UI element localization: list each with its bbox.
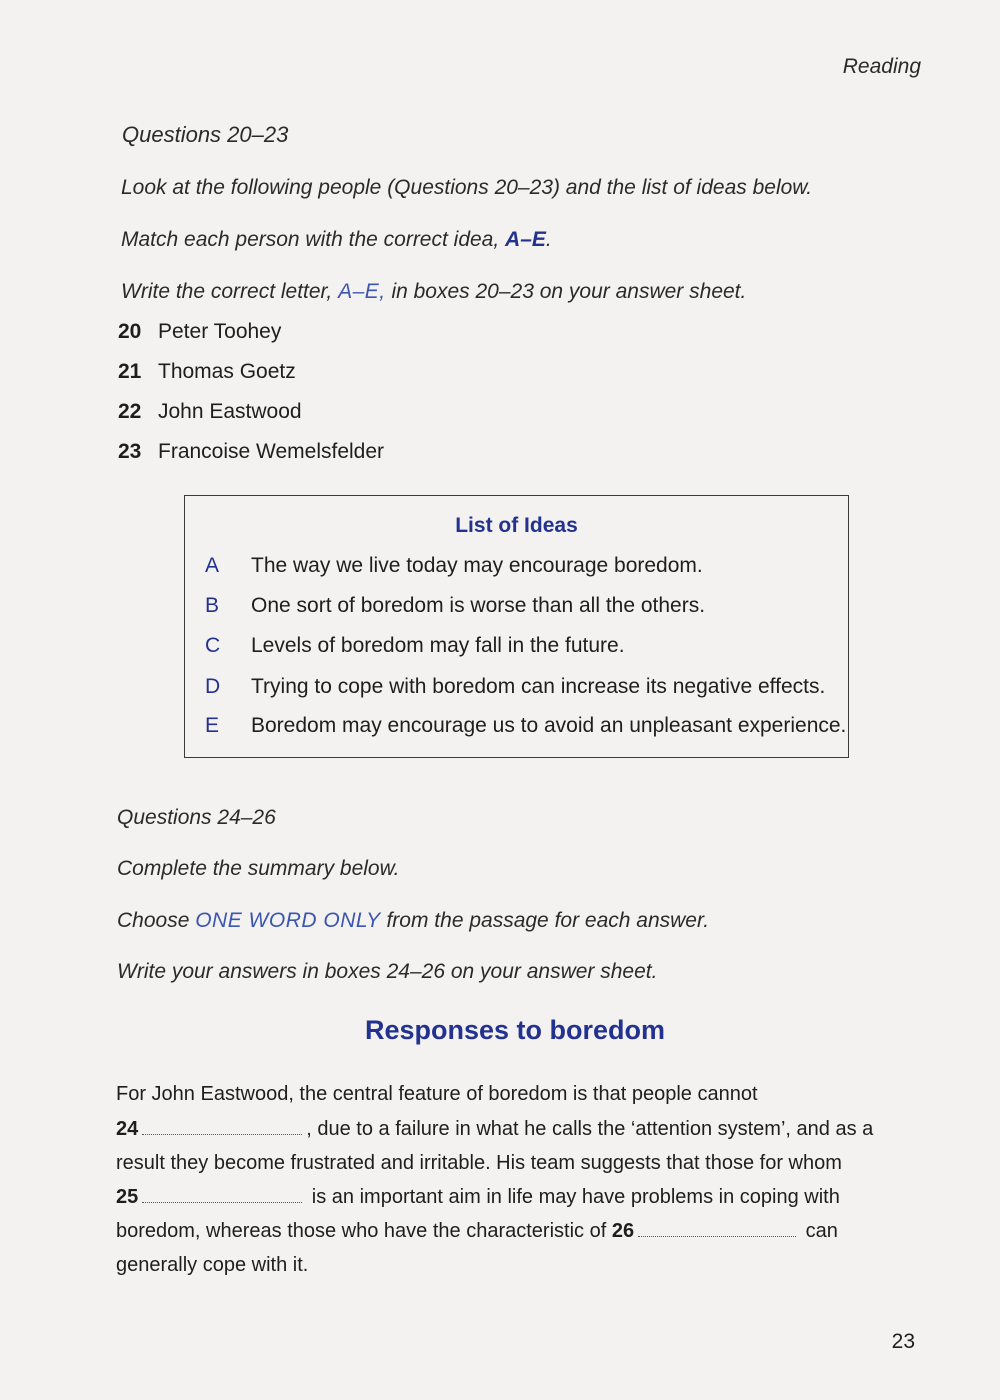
idea-item: [205, 714, 846, 738]
idea-item: [205, 594, 705, 618]
gap-number-26: 26: [611, 1220, 635, 1242]
question-number: 21: [118, 360, 142, 383]
idea-letter: D: [205, 675, 221, 698]
idea-item: [205, 554, 703, 578]
idea-item: [205, 634, 625, 658]
summary-line: generally cope with it.: [116, 1254, 309, 1276]
instruction-complete: Complete the summary below.: [117, 857, 400, 880]
summary-title: Responses to boredom: [364, 1015, 666, 1045]
summary-line: result they become frustrated and irritable. His team suggests that those for whom: [116, 1152, 842, 1174]
section-header: Reading: [842, 55, 921, 78]
summary-line: boredom, whereas those who have the characteristic of 26 can: [116, 1220, 838, 1242]
gap-number-25: 25: [116, 1186, 139, 1208]
question-number: 22: [118, 400, 142, 423]
person-item: [118, 320, 281, 344]
idea-letter: B: [205, 594, 220, 617]
person-item: [118, 440, 384, 464]
instruction-write: Write the correct letter, A–E, in boxes 20–23 on your answer sheet.: [121, 280, 747, 303]
instruction-match: Match each person with the correct idea, A–E.: [121, 228, 552, 251]
instruction-answers: Write your answers in boxes 24–26 on your answer sheet.: [117, 960, 658, 983]
idea-text: One sort of boredom is worse than all the others.: [251, 594, 706, 617]
questions-24-26-title: Questions 24–26: [117, 806, 276, 829]
person-item: [118, 360, 296, 384]
person-name: Peter Toohey: [158, 320, 282, 343]
person-name: Francoise Wemelsfelder: [158, 440, 385, 463]
questions-20-23-title: Questions 20–23: [122, 122, 289, 147]
summary-line: 24 , due to a failure in what he calls the ‘attention system’, and as a: [116, 1118, 874, 1140]
person-item: [118, 400, 302, 424]
answer-gap-26: [638, 1220, 796, 1237]
person-name: John Eastwood: [158, 400, 302, 423]
idea-letter: C: [205, 634, 221, 657]
answer-gap-25: [142, 1186, 302, 1203]
instruction-choose: Choose ONE WORD ONLY from the passage for each answer.: [117, 909, 710, 932]
summary-line: For John Eastwood, the central feature of boredom is that people cannot: [116, 1083, 758, 1105]
idea-text: Boredom may encourage us to avoid an unpleasant experience.: [251, 714, 847, 737]
idea-letter: A: [205, 554, 220, 577]
idea-text: Levels of boredom may fall in the future.: [251, 634, 625, 657]
list-of-ideas-title: List of Ideas: [455, 514, 578, 537]
summary-line: 25 is an important aim in life may have problems in coping with: [116, 1186, 840, 1208]
page-number: 23: [891, 1330, 915, 1353]
person-name: Thomas Goetz: [158, 360, 296, 383]
gap-number-24: 24: [116, 1118, 139, 1140]
question-number: 23: [118, 440, 142, 463]
list-of-ideas-box: [184, 495, 849, 758]
answer-gap-24: [142, 1118, 302, 1135]
instruction-look: Look at the following people (Questions 20–23) and the list of ideas below.: [121, 176, 813, 199]
idea-text: Trying to cope with boredom can increase its negative effects.: [251, 675, 826, 698]
idea-text: The way we live today may encourage boredom.: [251, 554, 703, 577]
idea-letter: E: [205, 714, 220, 737]
question-number: 20: [118, 320, 142, 343]
idea-item: [205, 675, 825, 699]
